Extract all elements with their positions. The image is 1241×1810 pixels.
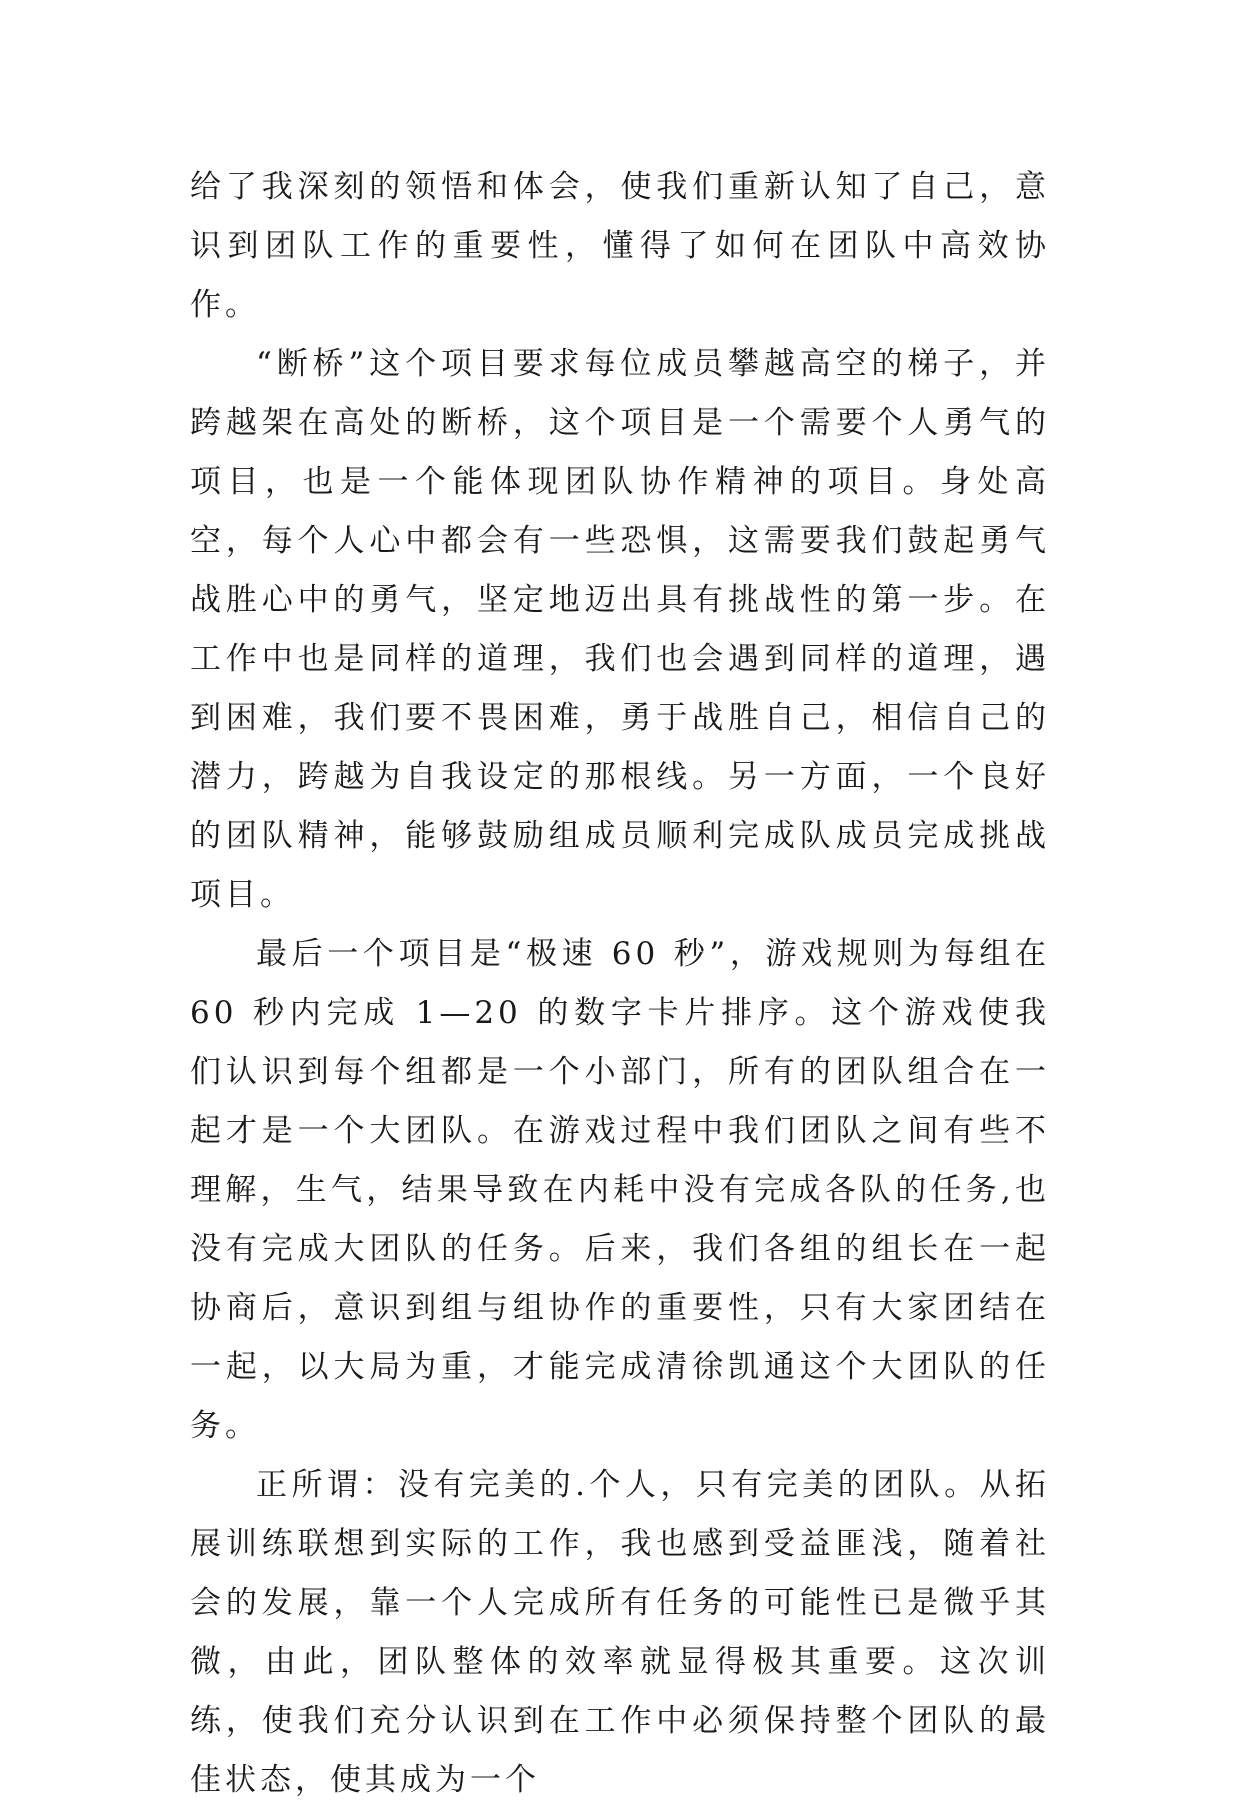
paragraph-3: 最后一个项目是“极速 60 秒”，游戏规则为每组在 60 秒内完成 1—20 的数字卡片排序。这个游戏使我们认识到每个组都是一个小部门，所有的团队组合在一起才是一个大团队。在游戏过程中我们团队之间有些不理解，生气，结果导致在内耗中没有完成各队的任务,也没有完成大团队的任务。后来，我们各组的组长在一起协商后，意识到组与组协作的重要性，只有大家团结在一起，以大局为重，才能完成清徐凯通这个大团队的任务。 — [190, 936, 1050, 1444]
paragraph-2: “断桥”这个项目要求每位成员攀越高空的梯子，并跨越架在高处的断桥，这个项目是一个需要个人勇气的项目，也是一个能体现团队协作精神的项目。身处高空，每个人心中都会有一些恐惧，这需要我们鼓起勇气战胜心中的勇气，坚定地迈出具有挑战性的第一步。在工作中也是同样的道理，我们也会遇到同样的道理，遇到困难，我们要不畏困难，勇于战胜自己，相信自己的潜力，跨越为自我设定的那根线。另一方面，一个良好的团队精神，能够鼓励组成员顺利完成队成员完成挑战项目。 — [190, 346, 1050, 913]
body-text — [190, 158, 1050, 1810]
paragraph-4: 正所谓：没有完美的.个人，只有完美的团队。从拓展训练联想到实际的工作，我也感到受益匪浅，随着社会的发展，靠一个人完成所有任务的可能性已是微乎其微，由此，团队整体的效率就显得极其重要。这次训练，使我们充分认识到在工作中必须保持整个团队的最佳状态，使其成为一个 — [190, 1467, 1050, 1798]
paragraph-1: 给了我深刻的领悟和体会，使我们重新认知了自己，意识到团队工作的重要性，懂得了如何在团队中高效协作。 — [190, 169, 1050, 323]
